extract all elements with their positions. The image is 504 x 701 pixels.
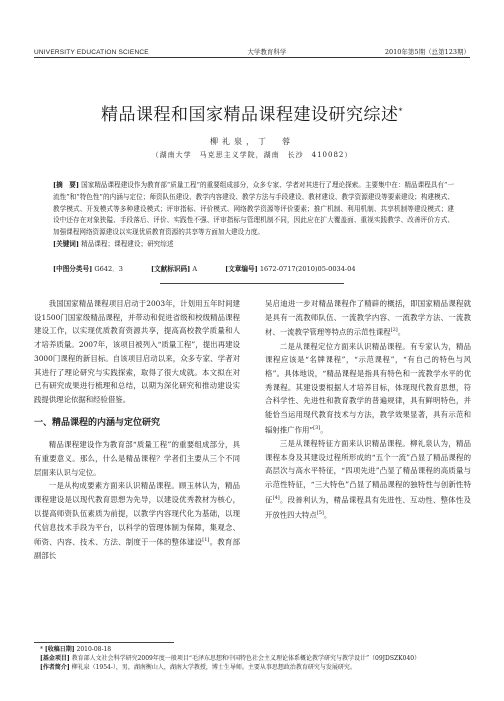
issue-info: 2010年第5期（总第123期） xyxy=(384,48,470,56)
document-code: [文献标识码] A xyxy=(150,265,198,273)
body-column-right xyxy=(265,297,471,522)
header-rule xyxy=(34,57,470,58)
clc-number: [中图分类号] G642．3 xyxy=(53,265,123,273)
keywords-label: [关键词] xyxy=(53,239,80,248)
intro-paragraph: 我国国家精品课程项目启动于2003年，计划用五年时间建设1500门国家级精品课程，并带动和促进省级和校级精品课程建设工作，以实现优质教育资源共享，提高高校教学质量和人才培养质量。2007年，该项目被列入“质量工程”，提出再建设3000门课程的新目标。自该项目启动以来，众多专家、学者对其进行了理论研究与实践探索，取得了很大成就。本文拟在对已有研究成果进行梳理和总结，以期为深化研究和推动建设实践提供理论依据和经验借鉴。 xyxy=(34,299,240,404)
article-number: [文章编号] 1672-0717(2010)05-0034-04 xyxy=(225,265,356,273)
citation: [2] xyxy=(390,327,398,334)
footnote-rule xyxy=(34,642,174,643)
body-paragraph: 吴启迪进一步对精品课程作了精辟的概括，即国家精品课程就是具有一流教师队伍、一流教学内容、一流教学方法、一流教材、一流教学管理等特点的示范性课程[2]。 xyxy=(265,299,471,337)
citation: [5] xyxy=(316,509,324,516)
section-divider xyxy=(160,283,344,284)
affiliation: （湖南大学 马克思主义学院，湖南 长沙 410082） xyxy=(151,151,353,159)
author-bio: [作者简介] 柳礼泉（1954-），男，湖南衡山人，湖南大学教授，博士生导师。主要从事思想政治教育研究与发展研究。 xyxy=(40,664,356,672)
paper-title xyxy=(0,100,504,125)
title-footnote-mark: * xyxy=(398,106,403,116)
body-paragraph: 三是从课程特征方面来认识精品课程。柳礼泉认为，精品课程本身及其建设过程所形成的“五个一流”凸显了精品课程的高层次与高水平特征，“四项先进”凸显了精品课程的高质量与示范性特征，“三大特色”凸显了精品课程的独特性与创新性特征[4]。段善利认为，精品课程具有先进性、互动性、整体性及开放性四大特点[5]。 xyxy=(265,438,471,520)
body-column-left xyxy=(34,297,240,563)
body-paragraph: 一是从构成要素方面来认识精品课程。顾玉林认为，精品课程建设是以现代教育思想为先导，以建设优秀教材为核心，以提高师资队伍素质为前提，以教学内容现代化为基础，以现代信息技术手段为平台，以科学的管理体制为保障，集观念、师资、内容、技术、方法、制度于一体的整体建设[1]。教育部副部长 xyxy=(34,481,240,561)
section-heading-1: 一、精品课程的内涵与定位研究 xyxy=(34,417,161,428)
title-text: 精品课程和国家精品课程建设研究综述 xyxy=(101,105,399,125)
running-header xyxy=(34,42,470,56)
authors: 柳礼泉，丁 蓉 xyxy=(210,137,294,146)
keywords-text: 精品课程；课程建设；研究综述 xyxy=(81,239,174,248)
abstract-label: [摘 要] xyxy=(53,181,80,189)
body-paragraph: 二是从课程定位方面来认识精品课程。有专家认为，精品课程应该是“名牌课程”，“示范课程”，“有自己的特色与风格”。具体地说，“精品课程是指具有特色和一流教学水平的优秀课程。其建设要根据人才培养目标，体现现代教育思想，符合科学性、先进性和教育教学的普遍规律，具有鲜明特色，并能恰当运用现代教育技术与方法，教学效果显著，具有示范和辐射推广作用”[3]。 xyxy=(265,341,471,435)
fund-info: [基金项目] 教育部人文社会科学研究2009年度一般项目“毛泽东思想和中国特色社会主义理论体系概论教学研究与教学设计”（09JDSZK040） xyxy=(40,655,421,663)
abstract xyxy=(53,180,454,251)
body-paragraph: 精品课程建设作为教育部“质量工程”的重要组成部分，具有重要意义。那么，什么是精品课程？学者们主要从三个不同层面来认识与定位。 xyxy=(34,440,240,477)
citation: [4] xyxy=(272,494,280,501)
journal-name-en: UNIVERSITY EDUCATION SCIENCE xyxy=(34,49,149,56)
received-date: * [收稿日期] 2010-08-18 xyxy=(40,646,112,653)
abstract-text: 国家精品课程建设作为教育部“质量工程”的重要组成部分，众多专家、学者对其进行了理论探索。主要集中在：精品课程具有“一流性”和“特色性”的内涵与定位；师资队伍建设、教学内容建设、教学方法与手段建设、教材建设、教学资源建设等要素建设；构建模式、教学模式、开发模式等多种建设模式；评审指标、评价模式、网络教学资源等评价要素；推广机制、利用机制、共享机制等建设模式；建设中还存在对象狭隘、手段落后、评价、实践性不强、评审指标与管理机制不同，因此应在扩大覆盖面、重视实践教学、改善评价方式、加强课程网络资源建设以实现优质教育资源的共享等方面加大建设力度。 xyxy=(53,181,454,237)
citation: [1] xyxy=(202,537,210,544)
journal-name-cn: 大学教育科学 xyxy=(247,48,287,56)
citation: [3] xyxy=(313,424,321,431)
classification-row xyxy=(53,263,356,273)
footnotes xyxy=(40,645,470,673)
